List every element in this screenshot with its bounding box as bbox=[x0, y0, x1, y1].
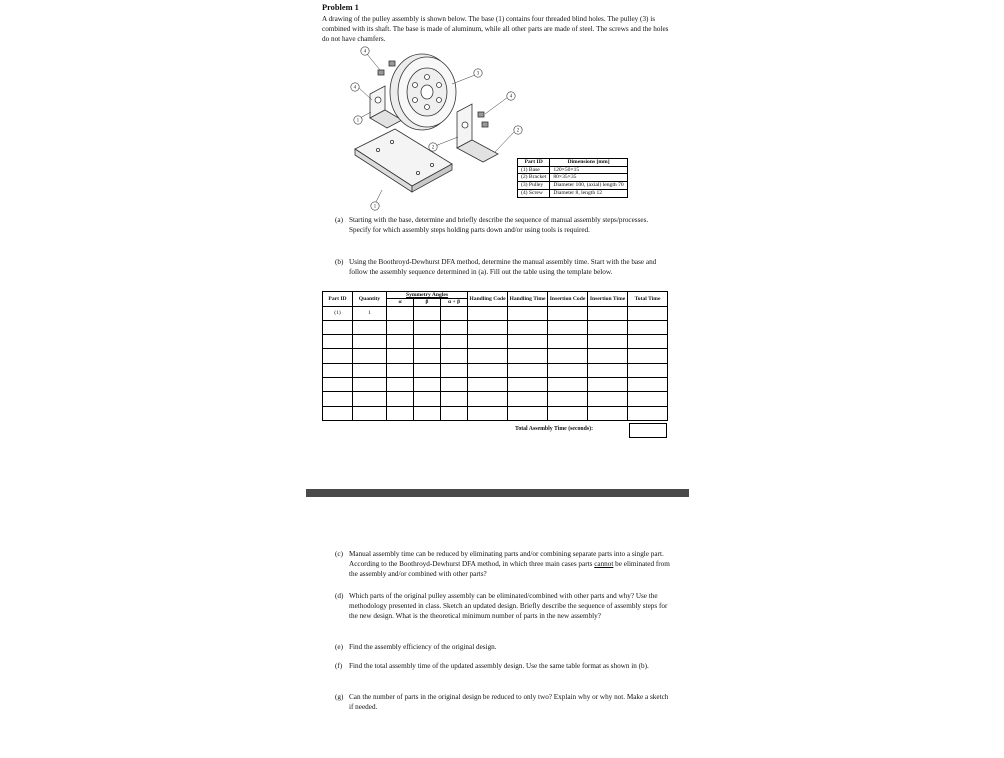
balloon-label: 4 bbox=[509, 94, 513, 100]
balloon-label: 1 bbox=[373, 204, 377, 210]
table-row bbox=[323, 349, 668, 363]
problem-title: Problem 1 bbox=[322, 3, 359, 12]
question-text: Find the total assembly time of the updated assembly design. Use the same table format as shown in (b). bbox=[349, 662, 649, 670]
balloon-label: 3 bbox=[476, 71, 480, 77]
parts-header-dims: Dimensions [mm] bbox=[550, 159, 627, 167]
question-text: Manual assembly time can be reduced by eliminating parts and/or combining separate parts into a single part. According to the Boothroyd-Dewhurst DFA method, in which three main cases parts cannot be eliminated from the assembly and/or combined with other parts? bbox=[349, 550, 670, 578]
parts-dimensions-table bbox=[517, 158, 628, 198]
table-row bbox=[518, 182, 628, 190]
col-alpha-beta: α + β bbox=[441, 299, 468, 306]
col-part-id: Part ID bbox=[323, 292, 353, 307]
table-row bbox=[323, 363, 668, 377]
question-text: Find the assembly efficiency of the original design. bbox=[349, 643, 497, 651]
table-row bbox=[323, 320, 668, 334]
col-insertion-time: Insertion Time bbox=[588, 292, 628, 307]
part-id: (2) Bracket bbox=[518, 174, 550, 182]
problem-intro: A drawing of the pulley assembly is shown below. The base (1) contains four threaded blind holes. The pulley (3) is combined with its shaft. The base is made of aluminum, while all other parts are made of steel. The screws and the holes do not have chamfers. bbox=[322, 15, 669, 43]
question-text: Starting with the base, determine and briefly describe the sequence of manual assembly steps/processes. Specify for which assembly steps holding parts down and/or using tools is required. bbox=[349, 216, 649, 234]
page-divider bbox=[306, 489, 689, 497]
col-total-time: Total Time bbox=[628, 292, 668, 307]
table-row bbox=[323, 306, 668, 320]
table-row bbox=[323, 335, 668, 349]
question-e bbox=[335, 642, 670, 652]
question-c bbox=[335, 549, 670, 579]
question-label: (d) bbox=[335, 592, 344, 600]
col-beta: β bbox=[414, 299, 441, 306]
pulley-assembly-drawing bbox=[340, 42, 540, 214]
col-insertion-code: Insertion Code bbox=[548, 292, 588, 307]
balloon-label: 1 bbox=[356, 118, 360, 124]
part-dims: Diameter 8, length 12 bbox=[550, 189, 627, 197]
dfa-template-table bbox=[322, 291, 668, 421]
balloon-label: 4 bbox=[363, 49, 367, 55]
emphasis-cannot: cannot bbox=[594, 560, 614, 568]
table-row bbox=[323, 392, 668, 406]
part-dims: 120×50×15 bbox=[550, 166, 627, 174]
table-row bbox=[518, 174, 628, 182]
part-id: (3) Pulley bbox=[518, 182, 550, 190]
question-b bbox=[335, 257, 670, 277]
part-dims: Diameter 100, (axial) length 70 bbox=[550, 182, 627, 190]
question-text: Using the Boothroyd-Dewhurst DFA method, determine the manual assembly time. Start with the base and follow the assembly sequence determined in (a). Fill out the table using the template below. bbox=[349, 258, 657, 276]
col-alpha: α bbox=[387, 299, 414, 306]
col-handling-time: Handling Time bbox=[508, 292, 548, 307]
total-assembly-time-label: Total Assembly Time (seconds): bbox=[515, 426, 593, 432]
col-symmetry-angles: Symmetry Angles bbox=[387, 292, 468, 299]
question-text: Which parts of the original pulley assembly can be eliminated/combined with other parts and why? Use the methodology presented in class. Sketch an updated design. Briefly describe the sequence of assembly steps for the new design. What is the theoretical minimum number of parts in the new assembly? bbox=[349, 592, 668, 620]
question-label: (f) bbox=[335, 662, 343, 670]
part-dims: 80×35×35 bbox=[550, 174, 627, 182]
question-f bbox=[335, 661, 670, 671]
question-d bbox=[335, 591, 670, 621]
question-label: (a) bbox=[335, 216, 343, 224]
question-label: (e) bbox=[335, 643, 343, 651]
balloon-label: 2 bbox=[516, 128, 520, 134]
cell-quantity: 1 bbox=[353, 306, 387, 320]
question-text: Can the number of parts in the original design be reduced to only two? Explain why or why not. Make a sketch if needed. bbox=[349, 693, 669, 711]
total-assembly-time-box[interactable] bbox=[629, 423, 667, 438]
part-id: (4) Screw bbox=[518, 189, 550, 197]
col-quantity: Quantity bbox=[353, 292, 387, 307]
table-row bbox=[323, 378, 668, 392]
question-label: (g) bbox=[335, 693, 344, 701]
question-label: (b) bbox=[335, 258, 344, 266]
question-g bbox=[335, 692, 670, 712]
table-row bbox=[518, 166, 628, 174]
balloon-label: 2 bbox=[431, 145, 435, 151]
balloon-label: 4 bbox=[353, 85, 357, 91]
part-id: (1) Base bbox=[518, 166, 550, 174]
table-row bbox=[518, 189, 628, 197]
question-label: (c) bbox=[335, 550, 343, 558]
table-row bbox=[323, 406, 668, 420]
question-a bbox=[335, 215, 670, 235]
cell-part-id: (1) bbox=[323, 306, 353, 320]
parts-header-id: Part ID bbox=[518, 159, 550, 167]
col-handling-code: Handling Code bbox=[468, 292, 508, 307]
